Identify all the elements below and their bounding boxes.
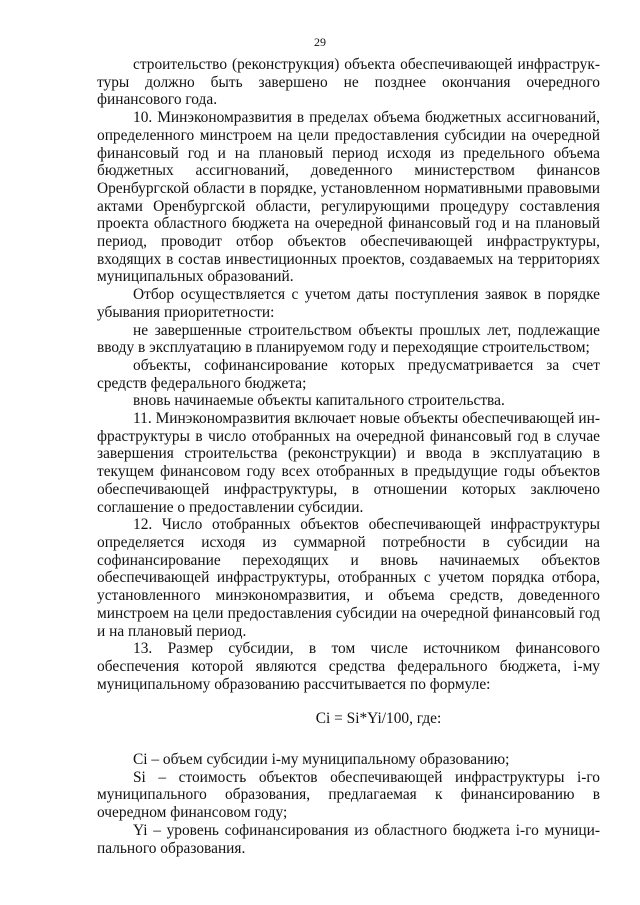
list-item: не завершенные строительством объекты прошлых лет, подлежащие вводу в эксплуатацию в планируемом году и переходящие строительством; — [97, 321, 600, 357]
page-number: 29 — [314, 35, 326, 49]
definition-yi: Yi – уровень софинансирования из областного бюджета i-го муниципального образования. — [97, 821, 600, 857]
paragraph-13: 13. Размер субсидии, в том числе источником финансового обеспечения которой являются средства федерального бюджета, i-му муниципальному образованию рассчитывается по формуле: — [97, 640, 600, 693]
paragraph-intro: строительство (реконструкция) объекта обеспечивающей инфраструктуры должно быть завершено не позднее окончания очередного финансового года. — [97, 56, 600, 109]
formula: Ci = Si*Yi/100, где: — [315, 710, 442, 728]
list-item: объекты, софинансирование которых предусматривается за счет средств федерального бюджета; — [97, 356, 600, 392]
document-body — [97, 56, 600, 857]
paragraph-selection: Отбор осуществляется с учетом даты поступления заявок в порядке убывания приоритетности: — [97, 286, 600, 321]
paragraph-11: 11. Минэкономразвития включает новые объекты обеспечивающей инфраструктуры в число отобранных на очередной финансовый год в случае завершения строительства (реконструкции) и ввода в эксплуатацию в текущем финансовом году всех отобранных в предыдущие годы объектов обеспечивающей инфраструктуры, в отношении которых заключено соглашение о предоставлении субсидии. — [97, 410, 600, 516]
list-item: вновь начинаемые объекты капитального строительства. — [133, 392, 505, 410]
definition-si: Si – стоимость объектов обеспечивающей инфраструктуры i-го муниципального образования, предлагаемая к финансированию в очередном финансовом году; — [97, 768, 600, 822]
paragraph-12: 12. Число отобранных объектов обеспечивающей инфраструктуры определяется исходя из суммарной потребности в субсидии на софинансирование переходящих и вновь начинаемых объектов обеспечивающей инфраструктуры, отобранных с учетом порядка отбора, установленного минэкономразвития, и объема средств, доведенного минстроем на цели предоставления субсидии на очередной финансовый год и на плановый период. — [97, 516, 600, 640]
definition-ci: Ci – объем субсидии i-му муниципальному образованию; — [133, 751, 510, 769]
paragraph-10: 10. Минэкономразвития в пределах объема бюджетных ассигнований, определенного минстроем на цели предоставления субсидии на очередной финансовый год и на плановый период исходя из предельного объема бюджетных ассигнований, доведенного министерством финансов Оренбургской области в порядке, установленном нормативными правовыми актами Оренбургской области, регулирующими процедуру составления проекта областного бюджета на очередной финансовый год и на плановый период, проводит отбор объектов обеспечивающей инфраструктуры, входящих в состав инвестиционных проектов, создаваемых на территориях муниципальных образований. — [97, 109, 600, 286]
